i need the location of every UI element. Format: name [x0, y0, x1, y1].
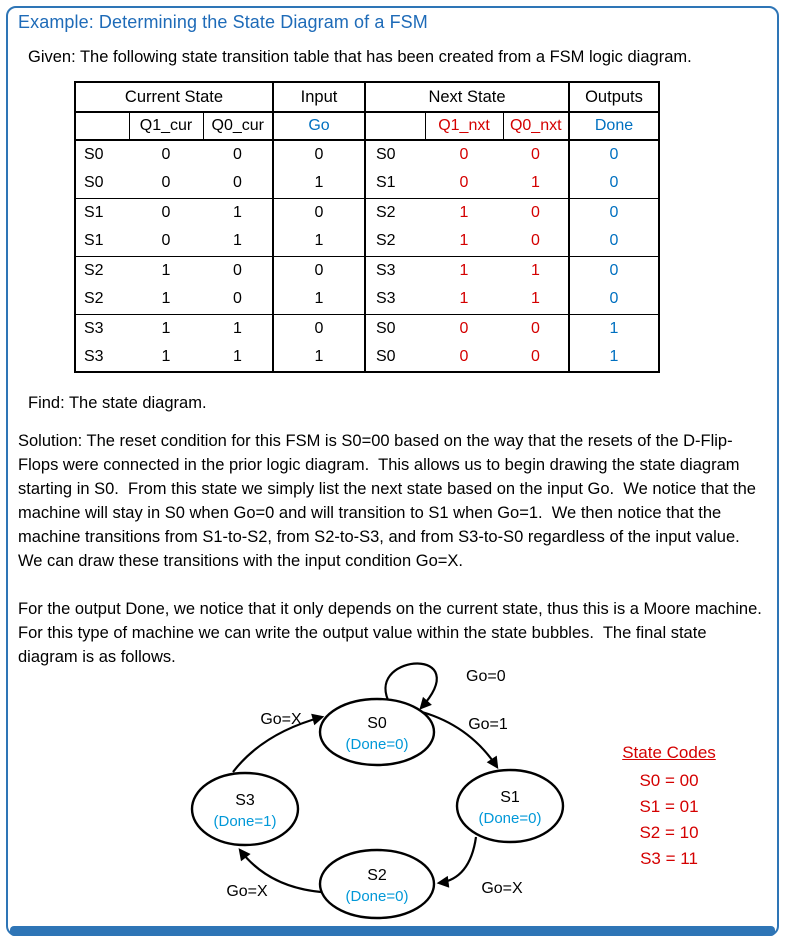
table-row [75, 140, 659, 169]
col-header-next-state: Next State [365, 82, 569, 112]
table-cell: 0 [203, 256, 273, 285]
state-ellipse-s0 [320, 699, 434, 765]
state-diagram [18, 643, 769, 928]
table-cell: S2 [84, 290, 104, 308]
transition-label-go1: Go=1 [468, 716, 508, 733]
col-header-input: Input [273, 82, 365, 112]
solution-text: Solution: The reset condition for this FSM is S0=00 based on the way that the resets of the D-Flip-Flops were connected in the prior logic diagram. This allows us to begin drawing the state diagram starting in S0. From this state we simply list the next state based on the input Go. We notice that the machine will stay in S0 when Go=0 and will transition to S1 when Go=1. We then notice that the machine transitions from S1-to-S2, from S2-to-S3, and from S3-to-S0 regardless of the input value. We can draw these transitions with the input condition Go=X. [18, 432, 761, 570]
table-cell: S3 [365, 256, 425, 285]
table-cell: 1 [569, 343, 659, 372]
table-cell: S1 [84, 232, 104, 250]
table-cell: 0 [459, 348, 469, 365]
state-codes-title: State Codes [622, 743, 716, 762]
table-row [75, 198, 659, 227]
state-code-entry: S3 = 11 [640, 849, 698, 868]
table-cell: 0 [569, 198, 659, 227]
page-content [18, 12, 772, 928]
state-node-s2 [320, 850, 434, 918]
table-cell: 1 [129, 256, 203, 285]
table-cell: 1 [233, 348, 242, 365]
table-cell: S3 [84, 348, 104, 365]
table-cell: 0 [569, 285, 659, 314]
table-cell: 1 [233, 232, 242, 250]
table-cell: 1 [161, 348, 171, 365]
state-name-s3: S3 [235, 792, 255, 809]
transition-label-go0: Go=0 [466, 668, 506, 685]
table-cell: 0 [503, 314, 569, 343]
find-text: Find: The state diagram. [28, 394, 207, 412]
state-output-s3: (Done=1) [213, 813, 277, 830]
table-cell: 0 [569, 227, 659, 256]
table-cell: S3 [376, 290, 396, 308]
sub-header-row [75, 112, 659, 140]
table-cell: 1 [459, 290, 469, 308]
table-cell: 1 [203, 314, 273, 343]
table-cell: 0 [233, 174, 242, 192]
table-cell: S1 [75, 198, 129, 227]
table-cell: 0 [569, 169, 659, 198]
state-codes-legend [610, 740, 728, 872]
state-output-s1: (Done=0) [478, 810, 542, 827]
transition-label-gox-s2s3: Go=X [226, 883, 268, 900]
table-cell: S2 [365, 198, 425, 227]
table-cell: 0 [161, 174, 171, 192]
table-cell: S0 [376, 348, 396, 365]
table-cell: 0 [531, 232, 540, 250]
table-cell: 1 [425, 256, 503, 285]
transition-s1-s2-arrow [439, 837, 476, 883]
sub-header-q0nxt: Q0_nxt [503, 112, 569, 140]
table-cell: 0 [459, 174, 469, 192]
table-cell: 0 [129, 198, 203, 227]
table-cell: 1 [531, 174, 540, 192]
table-cell: S0 [84, 174, 104, 192]
table-header [75, 82, 659, 140]
table-cell: 1 [273, 285, 365, 314]
sub-header-go: Go [273, 112, 365, 140]
table-cell: 0 [273, 256, 365, 285]
table-cell: 0 [273, 198, 365, 227]
table-cell: 0 [273, 140, 365, 169]
table-cell: S0 [84, 146, 104, 163]
table-cell: 0 [503, 198, 569, 227]
table-row [75, 227, 659, 256]
table-cell: 0 [233, 290, 242, 308]
table-row [75, 285, 659, 314]
table-cell: S0 [376, 146, 396, 163]
table-row [75, 343, 659, 372]
group-header-row [75, 82, 659, 112]
table-cell: S2 [376, 232, 396, 250]
state-output-s2: (Done=0) [345, 888, 409, 905]
col-header-current-state: Current State [75, 82, 273, 112]
table-cell: 0 [233, 146, 242, 163]
table-cell: 0 [425, 314, 503, 343]
footer-bar [10, 926, 775, 936]
table-cell: 0 [273, 314, 365, 343]
state-name-s2: S2 [367, 867, 387, 884]
table-cell: 1 [273, 343, 365, 372]
table-cell: 1 [531, 290, 540, 308]
table-cell: 0 [161, 232, 171, 250]
table-row [75, 169, 659, 198]
state-node-s1 [457, 770, 563, 842]
sub-header-done: Done [569, 112, 659, 140]
transition-label-gox-s1s2: Go=X [481, 880, 523, 897]
given-text: Given: The following state transition table that has been created from a FSM logic diagram. [28, 48, 692, 66]
state-ellipse-s2 [320, 850, 434, 918]
table-cell: S2 [75, 256, 129, 285]
table-cell: S1 [376, 174, 396, 192]
table-cell: 1 [425, 198, 503, 227]
table-cell: S3 [75, 314, 129, 343]
state-name-s0: S0 [367, 715, 387, 732]
table-cell: 0 [531, 146, 540, 163]
table-cell: 1 [569, 314, 659, 343]
sub-header-blank [75, 112, 129, 140]
table-cell: 0 [569, 140, 659, 169]
table-cell: 1 [273, 169, 365, 198]
table-row [75, 314, 659, 343]
table-cell: 1 [503, 256, 569, 285]
sub-header-q1cur: Q1_cur [129, 112, 203, 140]
table-cell: 0 [531, 348, 540, 365]
sub-header-q0cur: Q0_cur [203, 112, 273, 140]
table-cell: 1 [129, 314, 203, 343]
table-cell: 1 [459, 232, 469, 250]
transition-label-gox-s3s0: Go=X [260, 711, 302, 728]
state-name-s1: S1 [500, 789, 520, 806]
table-cell: 1 [273, 227, 365, 256]
state-ellipse-s3 [192, 773, 298, 845]
state-output-s0: (Done=0) [345, 736, 409, 753]
table-cell: 0 [459, 146, 469, 163]
table-cell: 0 [161, 146, 171, 163]
sub-header-blank2 [365, 112, 425, 140]
state-code-entry: S0 = 00 [639, 771, 699, 790]
moore-text: For the output Done, we notice that it only depends on the current state, thus this is a Moore machine. For this type of machine we can write the output value within the state bubbles. The final state diagram is as follows. [18, 600, 772, 666]
state-node-s3 [192, 773, 298, 845]
transition-table-body [75, 140, 659, 372]
table-cell: 0 [569, 256, 659, 285]
table-row [75, 256, 659, 285]
state-code-entry: S2 = 10 [639, 823, 699, 842]
state-code-entry: S1 = 01 [639, 797, 699, 816]
state-transition-table [74, 81, 660, 373]
page-title: Example: Determining the State Diagram of a FSM [18, 12, 428, 32]
state-node-s0 [320, 699, 434, 765]
table-cell: 1 [161, 290, 171, 308]
state-ellipse-s1 [457, 770, 563, 842]
sub-header-q1nxt: Q1_nxt [425, 112, 503, 140]
table-cell: 1 [203, 198, 273, 227]
col-header-outputs: Outputs [569, 82, 659, 112]
table-cell: S0 [365, 314, 425, 343]
